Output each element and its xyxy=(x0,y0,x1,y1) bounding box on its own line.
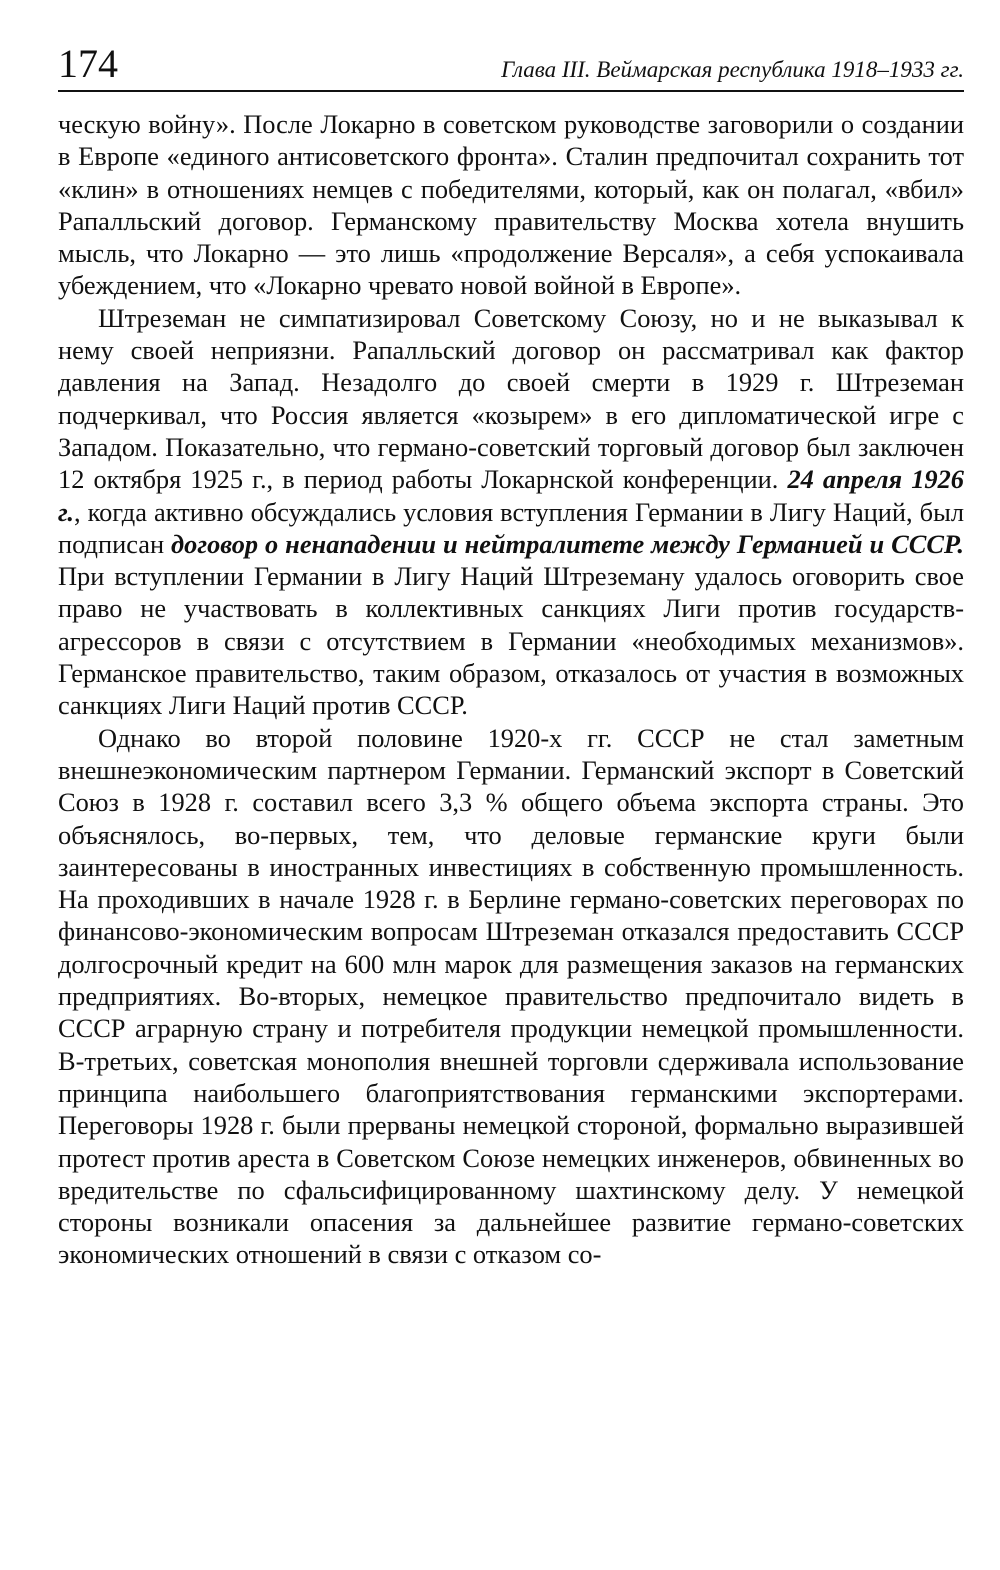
page-number: 174 xyxy=(58,41,118,86)
paragraph-1: ческую войну». После Локарно в советском руководстве заговорили о создании в Европе «единого антисоветского фронта». Сталин предпочитал сохранить тот «клин» в отношениях немцев с победителями, который, как он полагал, «вбил» Рапалльский договор. Германскому правительству Москва хотела внушить мысль, что Локарно — это лишь «продолжение Версаля», а себя успокаивала убеждением, что «Локарно чревато новой войной в Европе». xyxy=(58,109,964,301)
paragraph-2-emphasis-treaty: договор о ненападении и нейтралитете между Германией и СССР. xyxy=(171,528,965,559)
paragraph-3: Однако во второй половине 1920-х гг. СССР не стал заметным внешнеэкономическим партнером Германии. Германский экспорт в Советский Союз в 1928 г. составил всего 3,3 % общего объема экспорта страны. Это объяснялось, во-первых, тем, что деловые германские круги были заинтересованы в иностранных инвестициях в собственную промышленность. На проходивших в начале 1928 г. в Берлине германо-советских переговорах по финансово-экономическим вопросам Штреземан отказался предоставить СССР долгосрочный кредит на 600 млн марок для размещения заказов на германских предприятиях. Во-вторых, немецкое правительство предпочитало видеть в СССР аграрную страну и потребителя продукции немецкой промышленности. В-третьих, советская монополия внешней торговли сдерживала использование принципа наибольшего благоприятствования германскими экспортерами. Переговоры 1928 г. были прерваны немецкой стороной, формально выразившей протест против ареста в Советском Союзе немецких инженеров, обвиненных во вредительстве по сфальсифицированному шахтинскому делу. У немецкой стороны возникали опасения за дальнейшее развитие германо-советских экономических отношений в связи с отказом со- xyxy=(58,722,964,1270)
paragraph-2-text-b: , когда активно обсуждались условия вступления Германии в Лигу Наций, был подписан xyxy=(58,496,964,559)
paragraph-2-emphasis-date: 24 апреля 1926 г. xyxy=(58,464,964,527)
page-header xyxy=(58,38,964,92)
paragraph-2-text-a: Штреземан не симпатизировал Советскому Союзу, но и не выказывал к нему своей неприязни. Рапалльский договор он рассматривал как фактор давления на Запад. Незадолго до своей смерти в 1929 г. Штреземан подчеркивал, что Россия является «козырем» в его дипломатической игре с Западом. Показательно, что германо-советский торговый договор был заключен 12 октября 1925 г., в период работы Локарнской конференции. xyxy=(58,302,964,495)
body-text xyxy=(58,108,964,1271)
book-page xyxy=(58,38,964,1271)
paragraph-2-text-c: При вступлении Германии в Лигу Наций Штреземану удалось оговорить свое право не участвовать в коллективных санкциях Лиги против государств-агрессоров в связи с отсутствием в Германии «необходимых механизмов». Германское правительство, таким образом, отказалось от участия в возможных санкциях Лиги Наций против СССР. xyxy=(58,561,964,721)
paragraph-2 xyxy=(58,302,964,722)
running-head: Глава III. Веймарская республика 1918–1933 гг. xyxy=(501,57,964,82)
